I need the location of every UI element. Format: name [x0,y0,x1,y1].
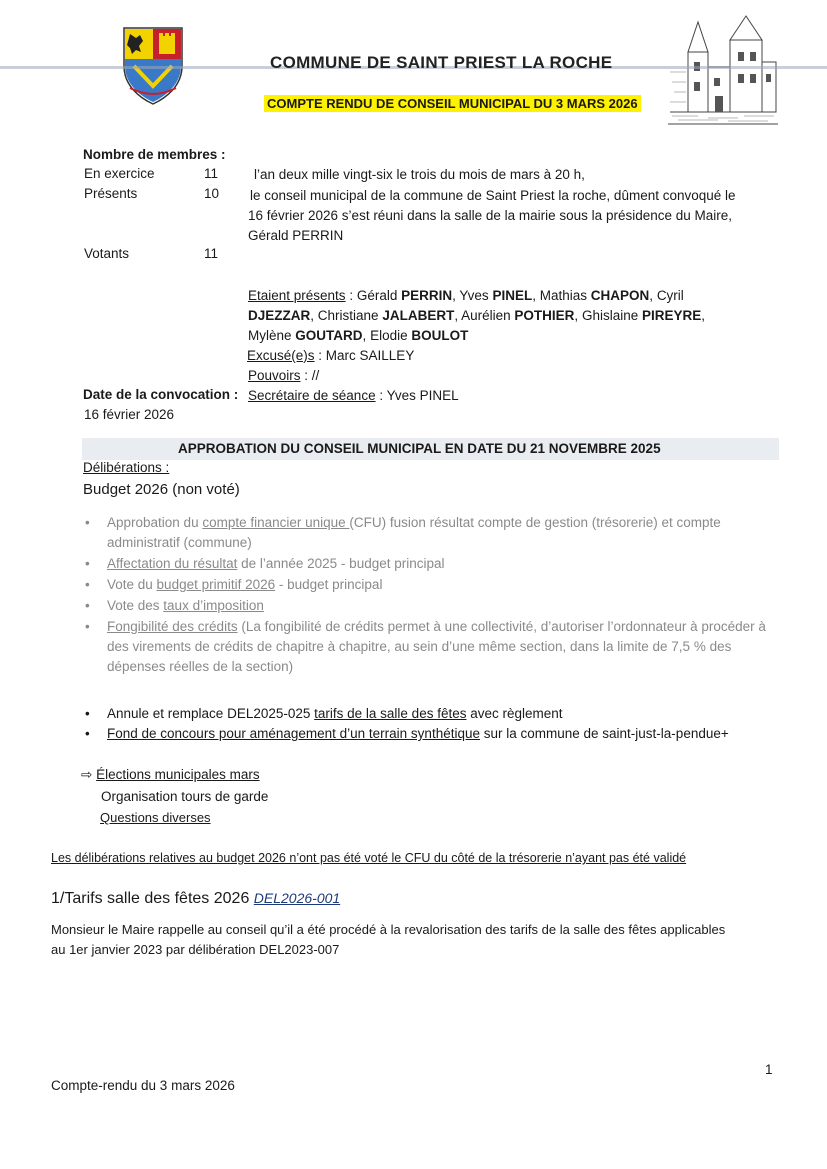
member-name: JALABERT [382,308,455,323]
members-row-value: 11 [204,166,219,181]
members-row-value: 11 [204,246,219,261]
present-members: Etaient présents : Gérald PERRIN, Yves PINEL, Mathias CHAPON, Cyril DJEZZAR, Christiane JALABERT, Aurélien POTHIER, Ghislaine PIREYRE, Mylène GOUTARD, Elodie BOULOT [248,288,706,343]
elections-line [81,765,260,785]
elections-label: Élections municipales mars [96,767,260,782]
tarifs-text-line: Monsieur le Maire rappelle au conseil qu’il a été procédé à la revalorisation des tarifs de la salle des fêtes applicables [51,922,726,937]
members-row-label: Présents [84,186,138,201]
organisation-line: Organisation tours de garde [101,789,269,804]
budget-items-list [83,513,783,678]
powers-label: Pouvoirs [248,368,301,383]
other-items-list [83,704,783,744]
member-name: BOULOT [411,328,469,343]
present-label: Etaient présents [248,288,346,303]
list-item: • Annule et remplace DEL2025-025 tarifs de la salle des fêtes avec règlement [83,704,783,724]
list-item: • Vote des taux d’imposition [83,596,783,616]
budget-label: Budget 2026 (non voté) [83,481,240,498]
member-name: GOUTARD [295,328,363,343]
section-title: APPROBATION DU CONSEIL MUNICIPAL EN DATE DU 21 NOVEMBRE 2025 [178,441,661,456]
page-number: 1 [765,1062,773,1077]
members-heading: Nombre de membres : [83,147,226,162]
tarifs-heading: 1/Tarifs salle des fêtes 2026 DEL2026-001 [51,890,341,907]
excused-label: Excusé(e)s [247,348,315,363]
secretary-value: : Yves PINEL [375,388,459,403]
member-name: POTHIER [514,308,575,323]
members-row-label: Votants [84,246,130,261]
intro-line: Gérald PERRIN [248,228,344,243]
convocation-date: 16 février 2026 [84,407,175,422]
budget-note: Les délibérations relatives au budget 2026 n’ont pas été voté le CFU du côté de la trésorerie n’ayant pas été validé [51,851,687,865]
footer-text: Compte-rendu du 3 mars 2026 [51,1078,235,1093]
list-item: • Vote du budget primitif 2026 - budget principal [83,575,783,595]
member-name: PERRIN [401,288,453,303]
intro-line: l’an deux mille vingt-six le trois du mois de mars à 20 h, [254,167,585,182]
intro-line: le conseil municipal de la commune de Saint Priest la roche, dûment convoqué le [250,188,736,203]
secretary-label: Secrétaire de séance [248,388,376,403]
report-title: COMPTE RENDU DE CONSEIL MUNICIPAL DU 3 MARS 2026 [264,95,641,112]
member-name: PIREYRE [641,308,702,323]
list-item: • Affectation du résultat de l’année 2025 - budget principal [83,554,783,574]
excused-value: : Marc SAILLEY [314,348,415,363]
commune-name: COMMUNE DE SAINT PRIEST LA ROCHE [270,53,613,72]
intro-line: 16 février 2026 s’est réuni dans la salle de la mairie sous la présidence du Maire, [248,208,733,223]
powers-value: : // [300,368,320,383]
arrow-icon: ⇨ [81,767,93,782]
excused-line [247,346,414,366]
deliberations-label: Délibérations : [83,460,170,475]
powers-line [248,366,319,386]
list-item: • Fongibilité des crédits (La fongibilité de crédits permet à une collectivité, d’autoriser l’ordonnateur à procéder à des virements de crédits de chapitre à chapitre, au sein d’une même section, dans la limite de 7,5 % des dépenses réelles de la section) [83,617,783,677]
deliberation-code: DEL2026-001 [253,890,341,906]
secretary-line [248,386,459,406]
convocation-label: Date de la convocation : [83,387,239,402]
member-name: CHAPON [590,288,650,303]
list-item: • Approbation du compte financier unique (CFU) fusion résultat compte de gestion (trésorerie) et compte administratif (commune) [83,513,783,553]
member-name: PINEL [492,288,533,303]
castle-illustration [668,12,778,128]
list-item: • Fond de concours pour aménagement d’un terrain synthétique sur la commune de saint-just-la-pendue+ [83,724,783,744]
questions-diverses: Questions diverses [100,810,211,825]
member-name: DJEZZAR [248,308,311,323]
members-row-value: 10 [204,186,220,201]
tarifs-text-line: au 1er janvier 2023 par délibération DEL2023-007 [51,942,340,957]
members-row-label: En exercice [84,166,155,181]
